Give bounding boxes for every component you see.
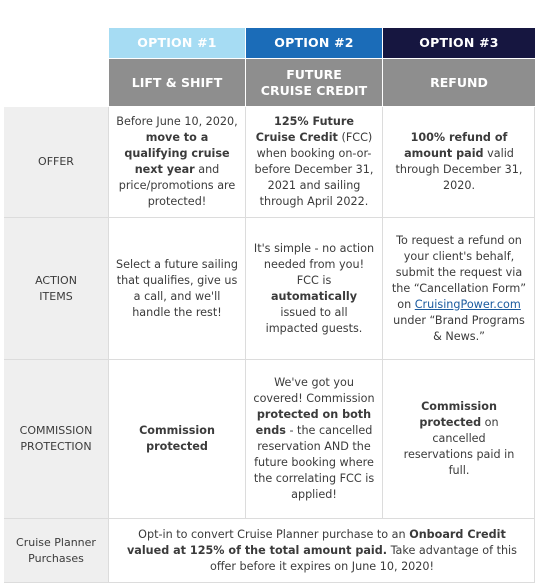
divider xyxy=(4,582,535,583)
commission-option-3-part2: on cancelled reservations paid in full. xyxy=(403,416,515,477)
offer-option-2 xyxy=(246,107,382,217)
option-2-header xyxy=(246,28,382,58)
cruise-planner-offer xyxy=(109,519,535,582)
commission-label-line2: PROTECTION xyxy=(20,440,92,453)
commission-option-3-text xyxy=(397,399,521,479)
action-items-label xyxy=(4,218,108,359)
commission-option-1-text: Commission protected xyxy=(139,424,215,453)
action-option-1-text: Select a future sailing that qualifies, give us a call, and we'll handle the rest! xyxy=(116,257,238,319)
action-option-3 xyxy=(383,218,535,359)
lift-shift-title: LIFT & SHIFT xyxy=(131,74,223,90)
offer-label xyxy=(4,107,108,217)
offer-option-3-part1: 100% refund of amount paid xyxy=(404,131,508,160)
cruise-planner-part3: Take advantage of this offer before it expires on June 10, 2020! xyxy=(209,543,517,573)
divider xyxy=(4,217,535,218)
refund-title: REFUND xyxy=(430,74,488,90)
refund-header xyxy=(383,59,535,106)
divider xyxy=(534,107,535,582)
action-option-2-part2: automatically xyxy=(270,289,358,303)
offer-label-text: OFFER xyxy=(38,155,74,168)
commission-option-2 xyxy=(246,360,382,518)
action-option-3-text xyxy=(390,233,528,345)
offer-option-3-part2: valid through December 31, 2020. xyxy=(395,147,523,192)
option-3-title: OPTION #3 xyxy=(419,35,499,50)
commission-option-3 xyxy=(383,360,535,518)
option-1-header xyxy=(109,28,245,58)
lift-shift-header xyxy=(109,59,245,106)
action-option-2 xyxy=(246,218,382,359)
offer-option-1-part2: move to a qualifying cruise next year xyxy=(124,131,230,176)
action-items-label-line2: ITEMS xyxy=(39,289,73,303)
cruise-planner-label-line2: Purchases xyxy=(28,551,84,565)
action-option-2-part1: It's simple - no action needed from you! FCC is xyxy=(253,241,375,287)
offer-option-1-text xyxy=(116,114,238,210)
action-option-1 xyxy=(109,218,245,359)
commission-option-1 xyxy=(109,360,245,518)
offer-option-1 xyxy=(109,107,245,217)
action-option-2-text xyxy=(253,241,375,337)
offer-option-2-part2: (FCC) when booking on-or-before December 31, 2021 and sailing through April 2022. xyxy=(254,131,374,208)
divider xyxy=(382,107,383,518)
commission-option-3-part1: Commission protected xyxy=(419,400,497,429)
commission-option-2-part3: - the cancelled reservation AND the future booking where the correlating FCC is applied! xyxy=(253,424,375,501)
commission-label-line1: COMMISSION xyxy=(19,424,93,437)
divider xyxy=(4,518,535,519)
action-option-3-part1: To request a refund on your client's behalf, submit the request via the “Cancellation Form” on xyxy=(391,233,527,311)
offer-option-2-part1: 125% Future Cruise Credit xyxy=(255,115,354,144)
divider xyxy=(4,359,535,360)
commission-option-2-part1: We've got you covered! Commission xyxy=(253,376,375,405)
cruise-planner-offer-text xyxy=(119,527,525,575)
cruise-planner-label xyxy=(4,519,108,582)
commission-protection-label xyxy=(4,360,108,518)
divider xyxy=(108,107,109,582)
future-cruise-credit-title-line1: FUTURE xyxy=(286,66,342,82)
commission-option-2-part2: protected on both ends xyxy=(255,408,372,437)
option-2-title: OPTION #2 xyxy=(274,35,354,50)
cruise-planner-part1: Opt-in to convert Cruise Planner purchase to an xyxy=(138,527,406,541)
future-cruise-credit-header xyxy=(246,59,382,106)
offer-option-3-text xyxy=(390,130,528,194)
offer-option-3 xyxy=(383,107,535,217)
option-1-title: OPTION #1 xyxy=(137,35,217,50)
offer-option-1-part1: Before June 10, 2020, xyxy=(116,115,238,128)
future-cruise-credit-title-line2: CRUISE CREDIT xyxy=(260,82,368,98)
cruise-planner-label-line1: Cruise Planner xyxy=(16,535,96,549)
cruisingpower-link[interactable]: CruisingPower.com xyxy=(414,297,521,311)
offer-option-1-part3: and price/promotions are protected! xyxy=(118,163,236,208)
cruise-planner-part2: Onboard Credit valued at 125% of the total amount paid. xyxy=(127,527,506,557)
offer-option-2-text xyxy=(253,114,375,210)
action-items-label-line1: ACTION xyxy=(35,273,77,287)
action-option-3-part2: under “Brand Programs & News.” xyxy=(393,313,525,343)
commission-option-2-text xyxy=(253,375,375,503)
option-3-header xyxy=(383,28,535,58)
divider xyxy=(245,107,246,518)
action-option-2-part3: issued to all impacted guests. xyxy=(265,305,363,335)
